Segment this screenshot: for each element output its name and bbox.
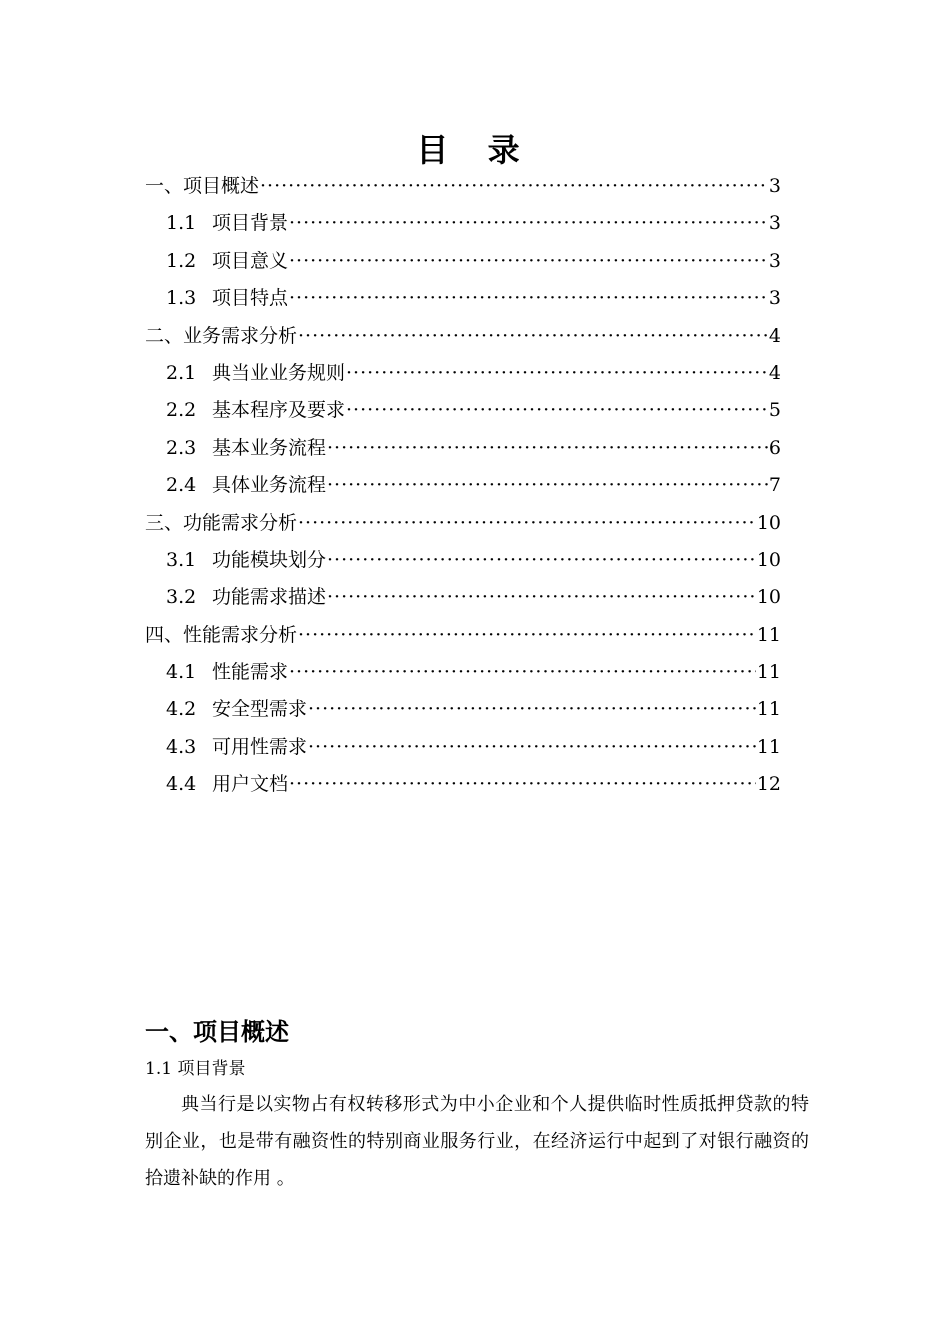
toc-entry-page: 6: [768, 436, 781, 459]
toc-entry[interactable]: [145, 430, 781, 467]
table-of-contents: [145, 168, 781, 804]
toc-entry-page: 10: [756, 511, 781, 534]
toc-entry-label: 功能模块划分: [212, 548, 327, 571]
toc-entry-label: 用户文档: [212, 773, 289, 796]
toc-entry[interactable]: [145, 355, 781, 392]
toc-entry-label: 一、项目概述: [145, 175, 260, 197]
toc-leader-dots: [260, 168, 768, 205]
toc-entry-page: 3: [768, 175, 781, 197]
toc-leader-dots: [346, 392, 768, 429]
toc-entry-label: 具体业务流程: [212, 474, 327, 497]
toc-leader-dots: [308, 729, 756, 766]
section-heading: 一、项目概述: [145, 1018, 289, 1046]
toc-entry[interactable]: [145, 392, 781, 429]
toc-leader-dots: [289, 243, 768, 280]
toc-entry[interactable]: [145, 280, 781, 317]
toc-entry-label: 项目意义: [212, 249, 289, 272]
toc-entry[interactable]: [145, 318, 781, 355]
toc-entry[interactable]: [145, 766, 781, 803]
toc-entry-label: 功能需求描述: [212, 586, 327, 609]
toc-entry-label: 基本程序及要求: [212, 399, 346, 422]
toc-entry-page: 7: [768, 474, 781, 497]
toc-leader-dots: [289, 766, 756, 803]
toc-entry[interactable]: [145, 467, 781, 504]
toc-entry-page: 3: [768, 287, 781, 310]
subsection-heading: 1.1 项目背景: [145, 1059, 246, 1079]
body-paragraph: 典当行是以实物占有权转移形式为中小企业和个人提供临时性质抵押贷款的特别企业，也是带有融资性的特别商业服务行业，在经济运行中起到了对银行融资的拾遗补缺的作用 。: [145, 1094, 809, 1189]
toc-leader-dots: [327, 542, 756, 579]
toc-entry[interactable]: [145, 542, 781, 579]
toc-entry[interactable]: [145, 205, 781, 242]
toc-entry-label: 典当业业务规则: [212, 361, 346, 384]
toc-entry-page: 11: [756, 661, 781, 684]
toc-leader-dots: [298, 505, 756, 542]
toc-leader-dots: [298, 318, 768, 355]
toc-entry-label: 项目特点: [212, 287, 289, 310]
toc-entry-number: 2.4: [166, 474, 197, 497]
toc-entry-page: 11: [756, 735, 781, 758]
toc-leader-dots: [298, 617, 756, 654]
toc-leader-dots: [346, 355, 768, 392]
toc-leader-dots: [327, 579, 756, 616]
toc-entry[interactable]: [145, 505, 781, 542]
toc-entry[interactable]: [145, 729, 781, 766]
toc-entry-label: 四、性能需求分析: [145, 623, 298, 646]
toc-entry-label: 基本业务流程: [212, 436, 327, 459]
toc-entry-number: 3.1: [166, 548, 197, 571]
toc-entry-number: 4.4: [166, 773, 197, 796]
toc-leader-dots: [289, 205, 768, 242]
toc-entry-page: 11: [756, 698, 781, 721]
toc-entry-number: 3.2: [166, 586, 197, 609]
toc-entry[interactable]: [145, 579, 781, 616]
toc-entry-page: 5: [768, 399, 781, 422]
toc-entry-number: 1.3: [166, 287, 197, 310]
toc-entry-page: 4: [768, 361, 781, 384]
toc-entry-page: 3: [768, 212, 781, 235]
toc-entry-label: 安全型需求: [212, 698, 308, 721]
toc-entry[interactable]: [145, 654, 781, 691]
toc-entry-label: 项目背景: [212, 212, 289, 235]
toc-entry-page: 3: [768, 249, 781, 272]
toc-entry-number: 2.2: [166, 399, 197, 422]
toc-entry[interactable]: [145, 243, 781, 280]
toc-entry-page: 4: [768, 324, 781, 347]
toc-entry-page: 10: [756, 548, 781, 571]
toc-entry-number: 2.1: [166, 361, 197, 384]
toc-leader-dots: [327, 467, 768, 504]
toc-entry-page: 12: [756, 773, 781, 796]
toc-entry-number: 4.3: [166, 735, 197, 758]
toc-entry-label: 性能需求: [212, 661, 289, 684]
toc-entry-label: 二、业务需求分析: [145, 324, 298, 347]
toc-entry-number: 2.3: [166, 436, 197, 459]
toc-entry-number: 4.1: [166, 661, 197, 684]
toc-title: 目 录: [416, 131, 534, 169]
toc-leader-dots: [308, 691, 756, 728]
toc-leader-dots: [327, 430, 768, 467]
toc-entry-label: 三、功能需求分析: [145, 511, 298, 534]
toc-entry-page: 11: [756, 623, 781, 646]
toc-entry[interactable]: [145, 168, 781, 205]
toc-entry[interactable]: [145, 617, 781, 654]
toc-leader-dots: [289, 280, 768, 317]
toc-entry-number: 4.2: [166, 698, 197, 721]
toc-entry-number: 1.1: [166, 212, 197, 235]
toc-entry-page: 10: [756, 586, 781, 609]
toc-leader-dots: [289, 654, 756, 691]
toc-entry[interactable]: [145, 691, 781, 728]
toc-entry-number: 1.2: [166, 249, 197, 272]
toc-entry-label: 可用性需求: [212, 735, 308, 758]
